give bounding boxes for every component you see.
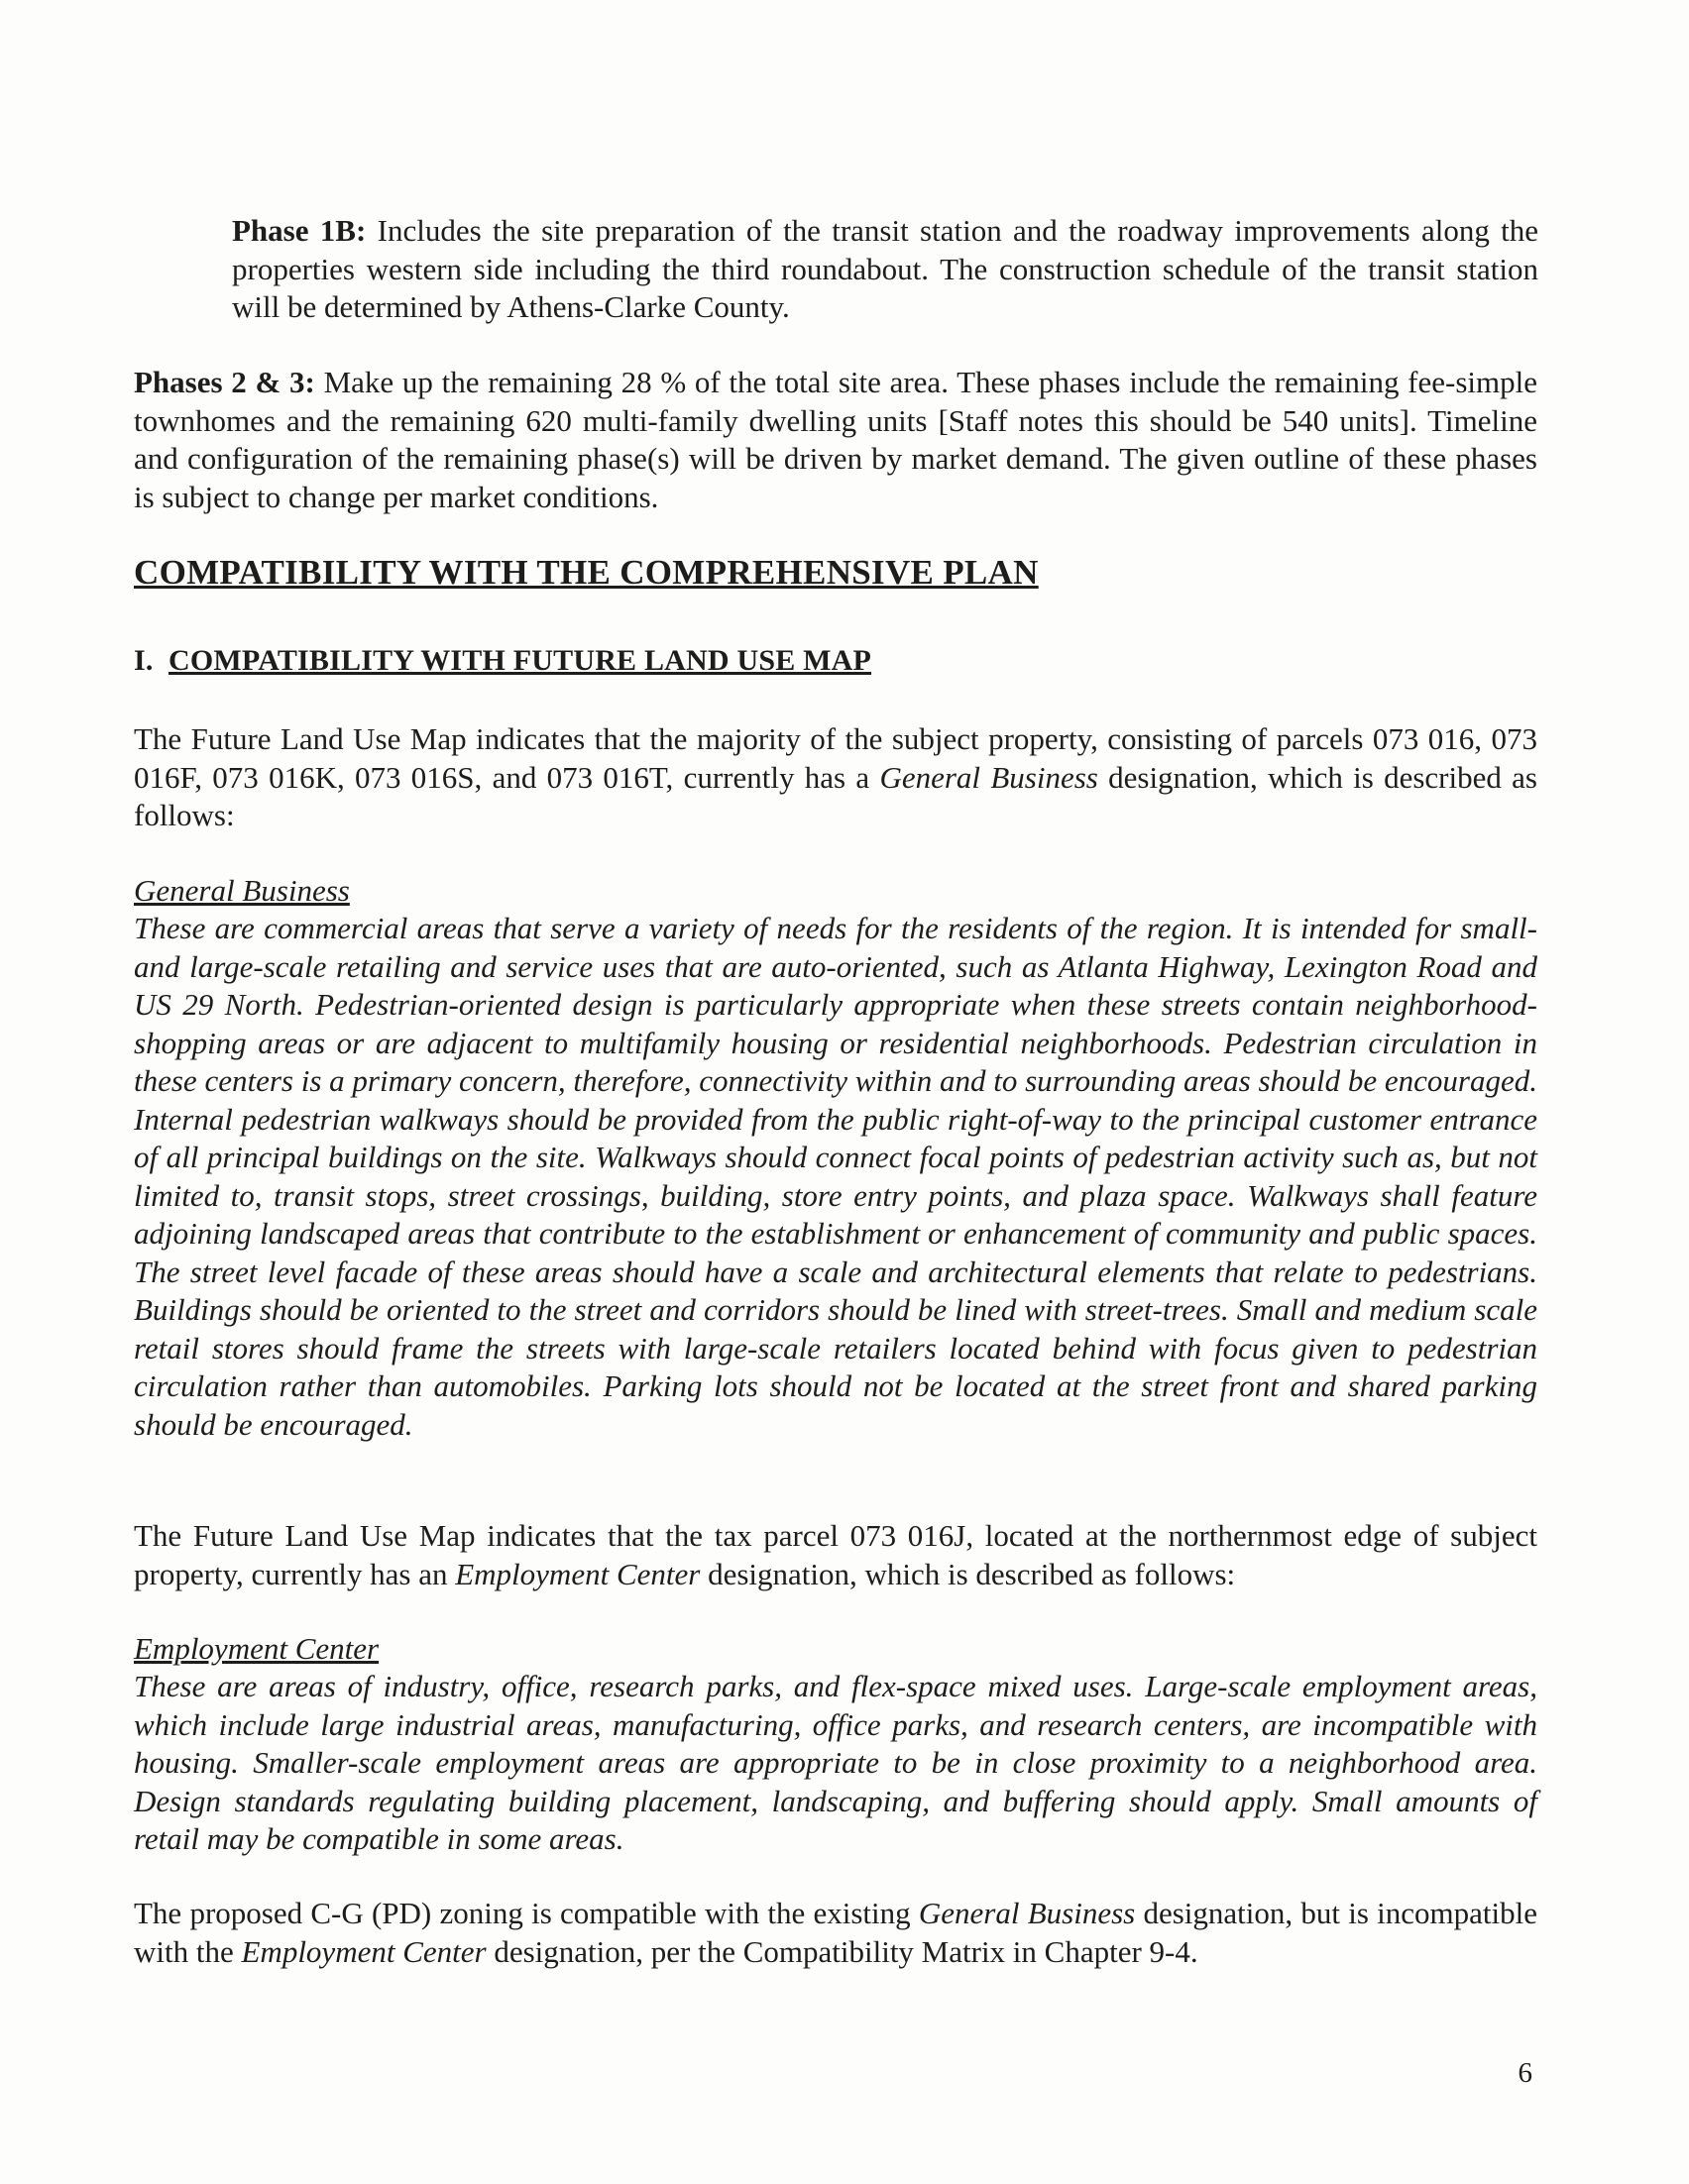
intro-1-after: designation, which is described as follows: [134, 759, 1537, 832]
phases-2-3-label: Phases 2 & 3: [134, 365, 315, 399]
subsection-number: I. [134, 644, 154, 677]
employment-center-title: Employment Center [134, 1631, 380, 1666]
section-heading: COMPATIBILITY WITH THE COMPREHENSIVE PLAN [134, 553, 1039, 592]
subsection-heading [134, 644, 1537, 678]
phases-2-3-paragraph [134, 364, 1537, 516]
intro-2-before: The Future Land Use Map indicates that the tax parcel 073 016J, located at the northernmost edge of subject property, currently has an [134, 1518, 1537, 1591]
phase-1b-label: Phase 1B: [232, 213, 367, 248]
conclusion-paragraph [134, 1895, 1537, 1971]
page-number: 6 [1518, 2057, 1532, 2089]
general-business-title: General Business [134, 873, 350, 908]
intro-2-designation: Employment Center [455, 1556, 701, 1591]
phase-1b-text: Includes the site preparation of the transit station and the roadway improvements along the properties western side including the third roundabout. The construction schedule of the transit station will be determined by Athens-Clarke County. [232, 213, 1538, 324]
intro-2-after: designation, which is described as follows: [700, 1556, 1236, 1591]
phases-2-3-text: Make up the remaining 28 % of the total site area. These phases include the remaining fee-simple townhomes and the remaining 620 multi-family dwelling units [Staff notes this should be 540 units]. Timeline and configuration of the remaining phase(s) will be driven by market demand. The given outline of these phases is subject to change per market conditions. [134, 365, 1537, 514]
future-land-use-intro-1 [134, 720, 1537, 835]
conclusion-part-1: The proposed C-G (PD) zoning is compatible with the existing [134, 1896, 919, 1930]
employment-center-description: These are areas of industry, office, research parks, and flex-space mixed uses. Large-scale employment areas, which include large industrial areas, manufacturing, office parks, and research centers, are incompatible with housing. Smaller-scale employment areas are appropriate to be in close proximity to a neighborhood area. Design standards regulating building placement, landscaping, and buffering should apply. Small amounts of retail may be compatible in some areas. [134, 1669, 1537, 1856]
conclusion-part-2: designation, but is incompatible with the [134, 1896, 1537, 1969]
conclusion-designation-1: General Business [918, 1896, 1136, 1930]
conclusion-part-3: designation, per the Compatibility Matrix in Chapter 9-4. [486, 1933, 1198, 1969]
intro-1-before: The Future Land Use Map indicates that the majority of the subject property, consisting of parcels 073 016, 073 016F, 073 016K, 073 016S, and 073 016T, currently has a [134, 721, 1537, 795]
general-business-description: These are commercial areas that serve a variety of needs for the residents of the region. It is intended for small- and large-scale retailing and service uses that are auto-oriented, such as Atlanta Highway, Lexington Road and US 29 North. Pedestrian-oriented design is particularly appropriate when these streets contain neighborhood-shopping areas or are adjacent to multifamily housing or residential neighborhoods. Pedestrian circulation in these centers is a primary concern, therefore, connectivity within and to surrounding areas should be encouraged. Internal pedestrian walkways should be provided from the public right-of-way to the principal customer entrance of all principal buildings on the site. Walkways should connect focal points of pedestrian activity such as, but not limited to, transit stops, street crossings, building, store entry points, and plaza space. Walkways shall feature adjoining landscaped areas that contribute to the establishment or enhancement of community and public spaces. The street level facade of these areas should have a scale and architectural elements that relate to pedestrians. Buildings should be oriented to the street and corridors should be lined with street-trees. Small and medium scale retail stores should frame the streets with large-scale retailers located behind with focus given to pedestrian circulation rather than automobiles. Parking lots should not be located at the street front and shared parking should be encouraged. [134, 911, 1537, 1442]
phase-1b-paragraph [232, 212, 1538, 327]
intro-1-designation: General Business [879, 759, 1098, 795]
future-land-use-intro-2 [134, 1517, 1537, 1593]
subsection-title: COMPATIBILITY WITH FUTURE LAND USE MAP [168, 644, 872, 677]
conclusion-designation-2: Employment Center [241, 1933, 487, 1969]
